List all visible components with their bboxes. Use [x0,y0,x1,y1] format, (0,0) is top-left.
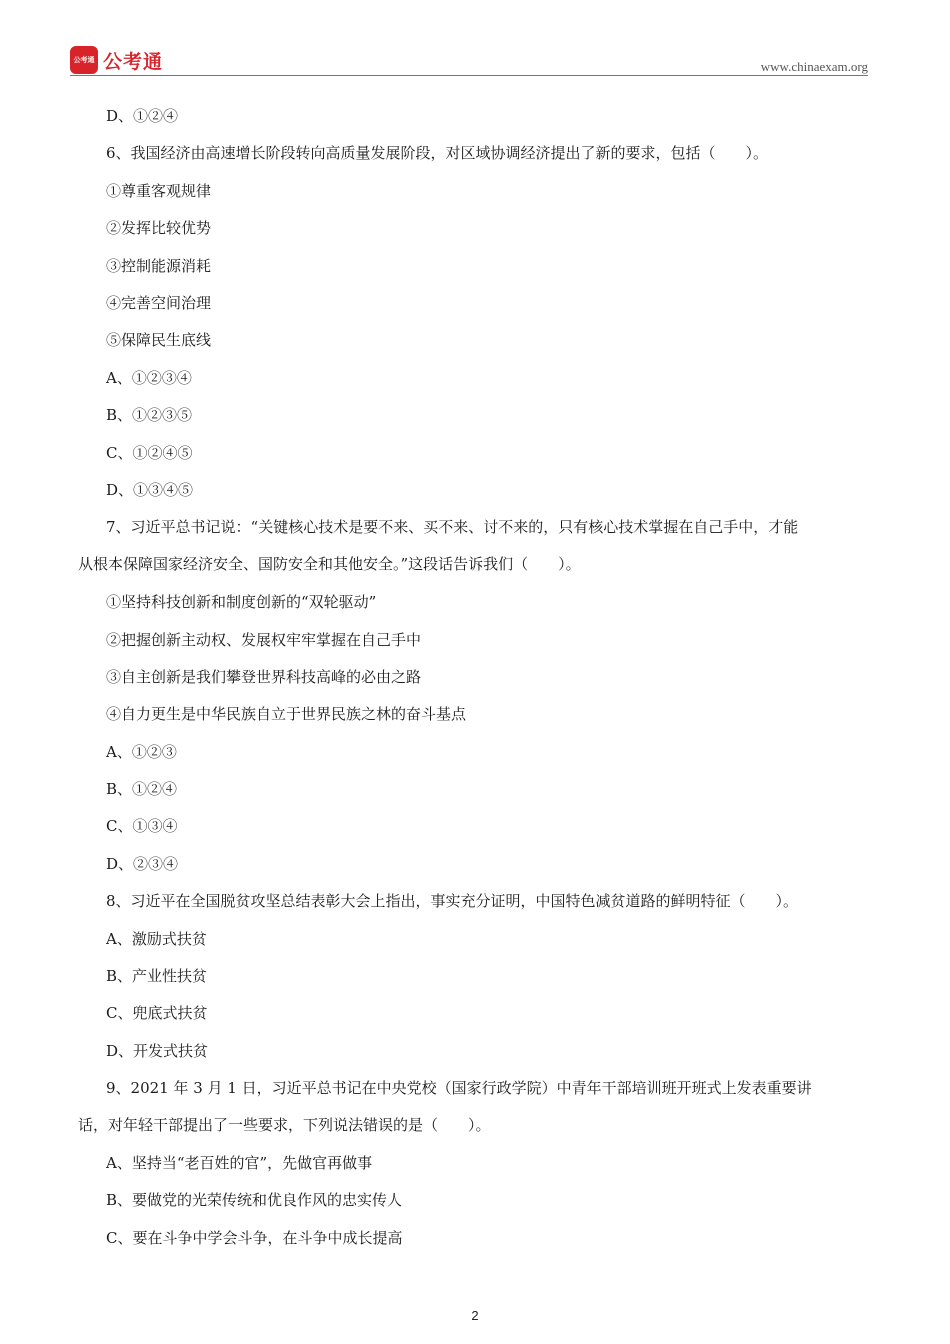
text-line: ④自力更生是中华民族自立于世界民族之林的奋斗基点 [106,705,467,724]
question-9-line-1: 9、2021 年 3 月 1 日，习近平总书记在中央党校（国家行政学院）中青年干部培训班开班式上发表重要讲 [106,1078,812,1097]
logo-text: 公考通 [103,50,164,73]
question-7-line-2: 从根本保障国家经济安全、国防安全和其他安全。”这段话告诉我们（ ）。 [78,555,581,574]
option-line: A、激励式扶贫 [106,929,207,948]
text-line: ②把握创新主动权、发展权牢牢掌握在自己手中 [106,630,422,649]
question-6: 6、我国经济由高速增长阶段转向高质量发展阶段，对区域协调经济提出了新的要求，包括（ ）。 [106,144,769,163]
question-9 [78,1070,881,1145]
document-body [78,104,881,1263]
text-line: ②发挥比较优势 [106,219,212,238]
option-line: B、要做党的光荣传统和优良作风的忠实传人 [106,1191,403,1210]
option-line: D、开发式扶贫 [106,1041,209,1060]
text-line: ①尊重客观规律 [106,181,212,200]
option-line: C、要在斗争中学会斗争，在斗争中成长提高 [106,1228,403,1247]
question-9-line-2: 话，对年轻干部提出了一些要求，下列说法错误的是（ ）。 [78,1115,491,1134]
text-line: D、①②④ [106,107,179,125]
logo-badge: 公考通 [70,46,98,74]
question-7 [78,509,881,584]
text-line: ①坚持科技创新和制度创新的“双轮驱动” [106,593,377,612]
header-divider [70,75,868,76]
option-line: C、兜底式扶贫 [106,1004,208,1023]
text-line: ③控制能源消耗 [106,256,212,275]
option-line: A、①②③④ [106,368,192,387]
text-line: ⑤保障民生底线 [106,331,212,350]
option-line: C、①②④⑤ [106,443,193,462]
option-line: C、①③④ [106,817,178,836]
question-8: 8、习近平在全国脱贫攻坚总结表彰大会上指出，事实充分证明，中国特色减贫道路的鲜明特征（ ）。 [106,892,799,911]
question-7-line-1: 7、习近平总书记说：“关键核心技术是要不来、买不来、讨不来的，只有核心技术掌握在自己手中，才能 [106,517,799,536]
logo [70,46,163,74]
option-line: B、①②④ [106,780,178,799]
text-line: ③自主创新是我们攀登世界科技高峰的必由之路 [106,667,422,686]
text-line: ④完善空间治理 [106,293,212,312]
option-line: A、①②③ [106,742,177,761]
option-line: B、产业性扶贫 [106,967,208,986]
page-header [0,0,950,80]
option-line: D、①③④⑤ [106,480,194,499]
option-line: A、坚持当“老百姓的官”，先做官再做事 [106,1154,373,1172]
page-number: 2 [471,1308,479,1323]
site-url: www.chinaexam.org [760,59,868,74]
option-line: B、①②③⑤ [106,406,193,425]
option-line: D、②③④ [106,854,179,873]
